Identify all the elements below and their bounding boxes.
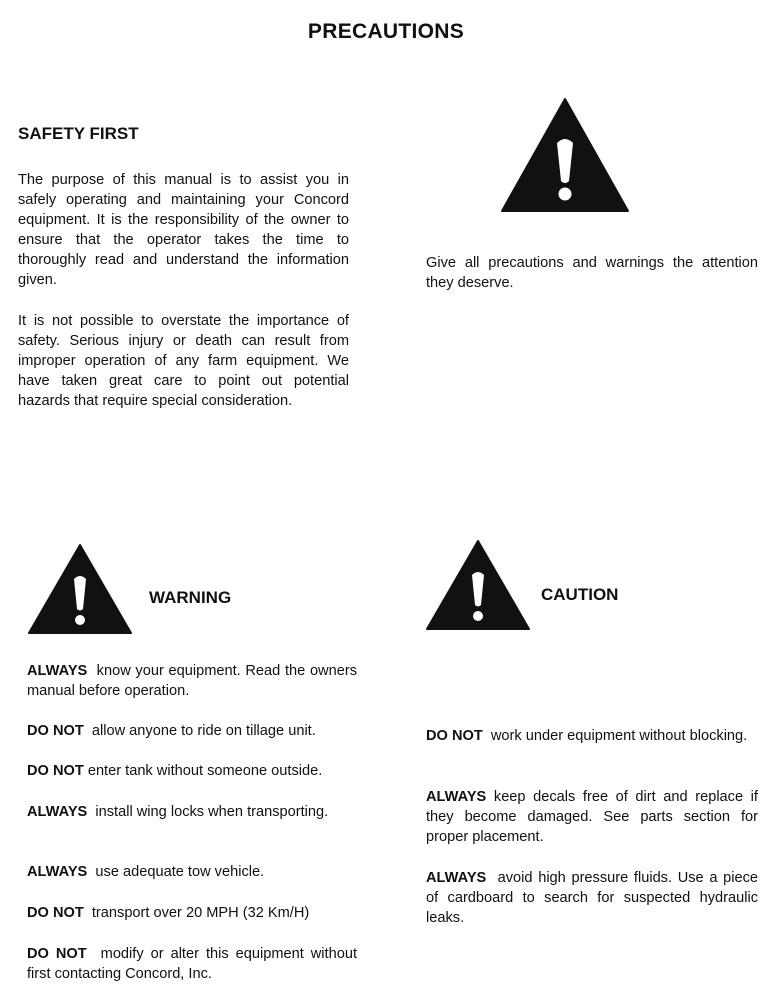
attention-text: Give all precautions and warnings the attention they deserve. [426, 255, 758, 291]
caution-item-lead: DO NOT [426, 728, 483, 744]
caution-item-text: keep decals free of dirt and replace if they become damaged. See parts section for proper placement. [426, 789, 758, 845]
caution-item-lead: ALWAYS [426, 789, 487, 805]
caution-item-text: avoid high pressure fluids. Use a piece of cardboard to search for suspected hydraulic leaks. [426, 870, 758, 926]
warning-item-text: know your equipment. Read the owners manual before operation. [27, 663, 357, 699]
warning-item-text: enter tank without someone outside. [87, 763, 323, 779]
safety-first-paragraph-1: The purpose of this manual is to assist you in safely operating and maintaining your Concord equipment. It is the responsibility of the owner to ensure that the operator takes the time to thoroughly read and understand the information given. [18, 172, 349, 288]
warning-item [27, 661, 357, 701]
warning-item [27, 802, 357, 822]
caution-item [426, 868, 758, 928]
safety-first-paragraph-2: It is not possible to overstate the importance of safety. Serious injury or death can result from improper operation of any farm equipment. We have taken great care to point out potential hazards that require special consideration. [18, 313, 349, 409]
warning-item [27, 721, 357, 741]
warning-triangle-icon [425, 539, 531, 631]
warning-item-lead: DO NOT [27, 946, 87, 962]
page-title: PRECAUTIONS [307, 20, 465, 43]
warning-triangle-icon [500, 97, 630, 213]
warning-item [27, 761, 357, 781]
warning-heading: WARNING [149, 588, 232, 607]
caution-item [426, 726, 758, 746]
caution-item [426, 787, 758, 847]
warning-item-text: transport over 20 MPH (32 Km/H) [91, 905, 310, 921]
caution-item-text: work under equipment without blocking. [490, 728, 748, 744]
warning-item-lead: ALWAYS [27, 663, 88, 679]
warning-item-text: use adequate tow vehicle. [95, 864, 265, 880]
warning-item-text: allow anyone to ride on tillage unit. [91, 723, 316, 739]
warning-item-text: modify or alter this equipment without first contacting Concord, Inc. [27, 946, 357, 982]
warning-item-lead: DO NOT [27, 763, 84, 779]
warning-triangle-icon [27, 543, 133, 635]
warning-item [27, 903, 357, 923]
warning-item-text: install wing locks when transporting. [95, 804, 329, 820]
caution-heading: CAUTION [541, 585, 619, 604]
caution-item-lead: ALWAYS [426, 870, 487, 886]
warning-item-lead: ALWAYS [27, 864, 88, 880]
warning-item [27, 862, 357, 882]
warning-item-lead: ALWAYS [27, 804, 88, 820]
safety-first-heading: SAFETY FIRST [18, 124, 139, 143]
warning-item-lead: DO NOT [27, 905, 84, 921]
warning-item-lead: DO NOT [27, 723, 84, 739]
warning-item [27, 944, 357, 984]
